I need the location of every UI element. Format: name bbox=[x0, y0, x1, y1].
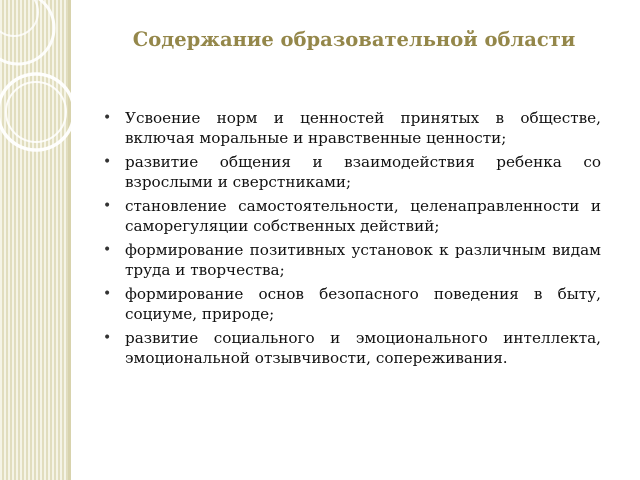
ring-top-small bbox=[0, 0, 38, 36]
bullet-icon: • bbox=[103, 242, 112, 258]
list-item-text: формирование позитивных установок к различным видам труда и творчества; bbox=[125, 241, 601, 279]
list-item bbox=[103, 196, 601, 236]
ring-middle-inner bbox=[6, 82, 66, 142]
bullet-icon: • bbox=[103, 330, 112, 346]
content-bullet-list bbox=[103, 108, 601, 372]
bullet-icon: • bbox=[103, 198, 112, 214]
list-item bbox=[103, 328, 601, 368]
list-item-text: развитие социального и эмоционального интеллекта, эмоциональной отзывчивости, сопереживания. bbox=[125, 329, 601, 367]
list-item-text: формирование основ безопасного поведения в быту, социуме, природе; bbox=[125, 285, 601, 323]
slide-title: Содержание образовательной области bbox=[132, 28, 576, 51]
list-item-text: становление самостоятельности, целенаправленности и саморегуляции собственных действий; bbox=[125, 197, 601, 235]
bullet-icon: • bbox=[103, 286, 112, 302]
bullet-icon: • bbox=[103, 154, 112, 170]
list-item bbox=[103, 152, 601, 192]
list-item bbox=[103, 240, 601, 280]
list-item bbox=[103, 108, 601, 148]
ring-middle-outer bbox=[0, 74, 74, 150]
decorative-rings bbox=[0, 0, 90, 480]
list-item-text: развитие общения и взаимодействия ребенка со взрослыми и сверстниками; bbox=[125, 153, 601, 191]
list-item-text: Усвоение норм и ценностей принятых в обществе, включая моральные и нравственные ценности; bbox=[125, 109, 601, 147]
list-item bbox=[103, 284, 601, 324]
bullet-icon: • bbox=[103, 110, 112, 126]
